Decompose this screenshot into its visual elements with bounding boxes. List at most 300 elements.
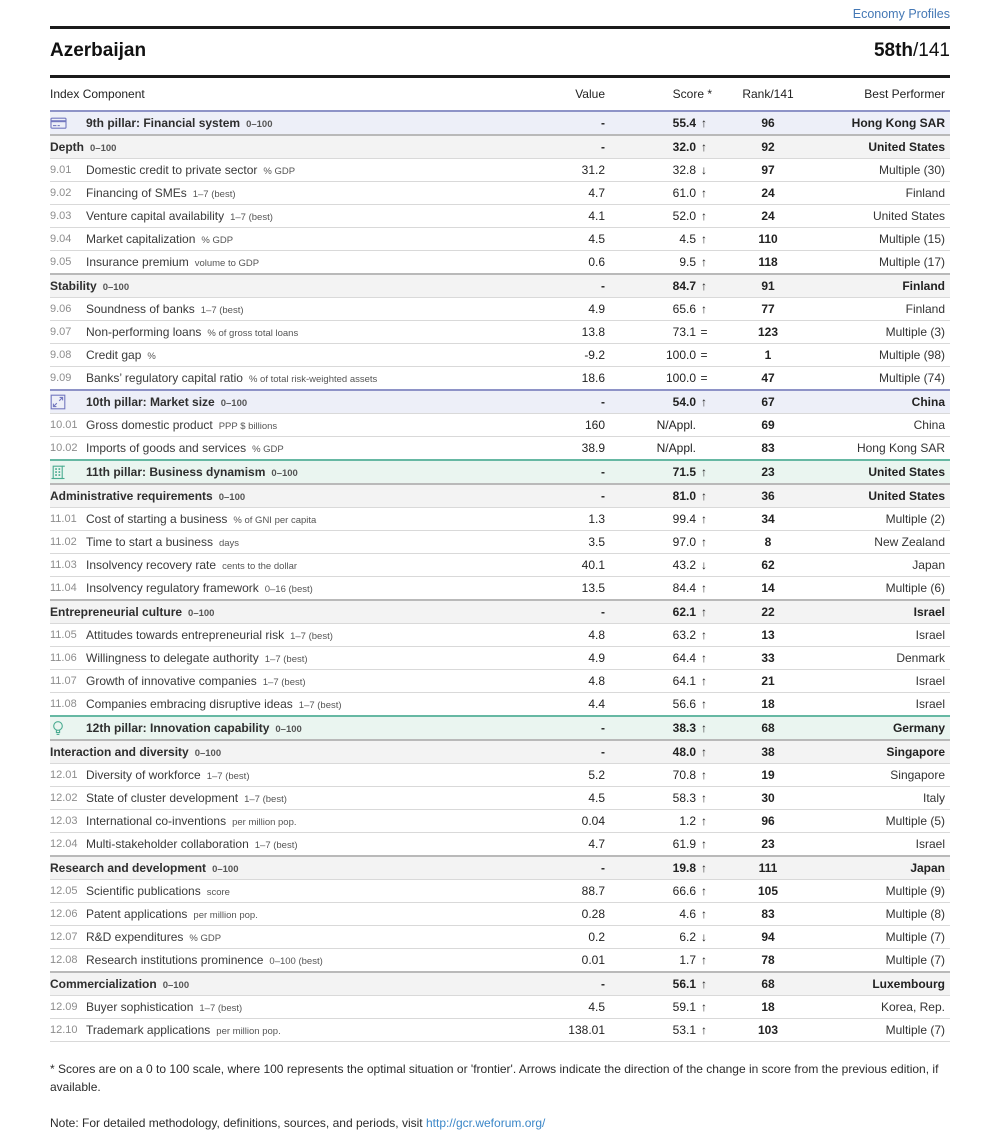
score-value: 63.2 (672, 628, 696, 642)
score-cell (605, 814, 712, 828)
component-label: Commercialization (50, 977, 157, 991)
row-prefix (50, 908, 86, 920)
best-performer-cell: Singapore (890, 768, 945, 782)
value-cell: - (601, 721, 605, 735)
rank-cell: 19 (761, 768, 775, 782)
component-unit: % GDP (252, 444, 284, 455)
component-label: R&D expenditures (86, 930, 184, 944)
value-cell: 1.3 (588, 512, 605, 526)
indicator-number: 10.01 (50, 419, 78, 431)
component-unit: 1–7 (best) (200, 305, 244, 316)
column-header-score: Score * (672, 87, 712, 101)
rank-cell: 30 (761, 791, 775, 805)
component-cell (86, 395, 515, 409)
best-performer-cell: United States (872, 209, 945, 223)
component-unit: 0–100 (275, 724, 302, 735)
best-performer-cell: United States (868, 465, 945, 479)
best-performer-cell: Multiple (74) (878, 371, 945, 385)
component-unit: % GDP (263, 166, 296, 177)
rank-cell: 96 (761, 116, 775, 130)
score-cell (605, 697, 712, 711)
best-performer-cell: Multiple (3) (885, 325, 945, 339)
component-label: Financing of SMEs (86, 186, 187, 200)
trend-icon: ↑ (701, 1000, 707, 1014)
table-row (50, 1018, 950, 1041)
component-cell (86, 418, 515, 432)
indicator-number: 12.08 (50, 954, 78, 966)
component-label: Scientific publications (86, 884, 201, 898)
component-unit: 1–7 (best) (264, 654, 308, 665)
table-row (50, 273, 950, 297)
score-cell (605, 140, 712, 154)
trend-icon: ↑ (701, 489, 707, 503)
component-cell (86, 558, 515, 572)
component-unit: 0–100 (best) (269, 956, 323, 967)
component-label: Insurance premium (86, 255, 189, 269)
table-row (50, 809, 950, 832)
indicator-number: 9.03 (50, 210, 72, 222)
indicator-number: 12.03 (50, 815, 78, 827)
rank-cell: 105 (757, 884, 779, 898)
trend-icon: ↑ (701, 814, 707, 828)
best-performer-cell: China (911, 395, 945, 409)
rank-cell: 91 (761, 279, 775, 293)
component-label: 9th pillar: Financial system (86, 116, 241, 130)
table-row (50, 459, 950, 483)
table-row (50, 530, 950, 553)
component-label: Non-performing loans (86, 325, 202, 339)
component-cell (86, 465, 515, 479)
best-performer-cell: Multiple (7) (885, 930, 945, 944)
component-cell (86, 814, 515, 828)
score-value: 9.5 (679, 255, 696, 269)
trend-icon: ↑ (701, 697, 707, 711)
value-cell: - (601, 977, 605, 991)
score-value: 32.0 (672, 140, 696, 154)
score-cell (605, 791, 712, 805)
component-unit: per million pop. (232, 817, 297, 828)
component-cell (86, 163, 515, 177)
table-row (50, 343, 950, 366)
value-cell: - (601, 605, 605, 619)
best-performer-cell: Israel (913, 605, 945, 619)
component-cell (86, 791, 515, 805)
rank-cell: 23 (761, 837, 775, 851)
component-unit: 1–7 (best) (290, 631, 333, 642)
row-prefix (50, 675, 86, 687)
table-header-row (50, 78, 950, 110)
trend-icon: ↑ (701, 837, 707, 851)
best-performer-cell: Italy (922, 791, 945, 805)
component-label: Banks’ regulatory capital ratio (86, 371, 243, 385)
trend-icon: ↑ (701, 721, 707, 735)
component-unit: 1–7 (best) (192, 189, 236, 200)
score-value: 56.1 (672, 977, 696, 991)
table-row (50, 879, 950, 902)
score-cell (605, 674, 712, 688)
score-value: 56.6 (672, 697, 696, 711)
table-row (50, 763, 950, 786)
rank-total: /141 (913, 40, 950, 61)
component-cell (86, 1000, 515, 1014)
component-cell (50, 977, 515, 991)
component-unit: 0–100 (212, 864, 239, 875)
row-prefix (50, 326, 86, 338)
table-row (50, 320, 950, 343)
component-cell (86, 628, 515, 642)
best-performer-cell: Multiple (8) (885, 907, 945, 921)
score-value: 1.2 (679, 814, 696, 828)
row-prefix (50, 652, 86, 664)
score-value: 61.0 (672, 186, 696, 200)
table-row (50, 669, 950, 692)
table-row (50, 553, 950, 576)
score-value: 19.8 (672, 861, 696, 875)
component-unit: % GDP (201, 235, 234, 246)
score-cell (605, 745, 712, 759)
table-row (50, 483, 950, 507)
row-prefix (50, 792, 86, 804)
best-performer-cell: Germany (892, 721, 945, 735)
indicator-number: 9.05 (50, 256, 72, 268)
score-value: 62.1 (672, 605, 696, 619)
rank-cell: 22 (761, 605, 775, 619)
best-performer-cell: Korea, Rep. (880, 1000, 945, 1014)
component-cell (86, 651, 515, 665)
column-header-value: Value (575, 87, 605, 101)
indicator-number: 9.08 (50, 349, 72, 361)
component-label: Research institutions prominence (86, 953, 264, 967)
score-value: 38.3 (672, 721, 696, 735)
indicator-number: 11.02 (50, 536, 77, 548)
component-cell (86, 255, 515, 269)
indicator-number: 12.10 (50, 1024, 78, 1036)
component-cell (86, 232, 515, 246)
weforum-link[interactable]: http://gcr.weforum.org/ (425, 1116, 546, 1130)
score-cell (605, 581, 712, 595)
component-unit: 0–100 (102, 282, 130, 293)
best-performer-cell: Singapore (886, 745, 945, 759)
component-cell (50, 745, 515, 759)
value-cell: 4.5 (588, 232, 605, 246)
component-label: State of cluster development (86, 791, 239, 805)
building-icon (50, 464, 66, 480)
component-unit: 1–7 (best) (254, 840, 298, 851)
indicator-number: 11.05 (50, 629, 77, 641)
component-unit: 0–100 (90, 143, 117, 154)
component-unit: per million pop. (216, 1026, 281, 1037)
row-prefix (50, 513, 86, 525)
rank-cell: 18 (761, 1000, 775, 1014)
rank-cell: 14 (761, 581, 775, 595)
indicator-number: 9.06 (50, 303, 72, 315)
economy-profiles-link[interactable]: Economy Profiles (852, 7, 950, 21)
component-unit: 1–7 (best) (230, 212, 273, 223)
table-row (50, 366, 950, 389)
component-label: Research and development (50, 861, 207, 875)
score-cell (605, 930, 712, 944)
best-performer-cell: Multiple (6) (885, 581, 945, 595)
rank-cell: 21 (761, 674, 775, 688)
value-cell: 4.4 (588, 697, 605, 711)
best-performer-cell: Finland (902, 279, 945, 293)
value-cell: 40.1 (581, 558, 605, 572)
rank-cell: 33 (761, 651, 775, 665)
table-row (50, 623, 950, 646)
table-row (50, 971, 950, 995)
component-unit: PPP $ billions (218, 421, 278, 432)
score-cell (605, 861, 712, 875)
column-header-rank: Rank/141 (742, 87, 794, 101)
score-value: 81.0 (672, 489, 696, 503)
component-cell (86, 441, 515, 455)
indicator-number: 11.04 (50, 582, 77, 594)
component-unit: 1–7 (best) (262, 677, 306, 688)
value-cell: 31.2 (581, 163, 605, 177)
rank-value: 58th (873, 40, 914, 61)
component-unit: score (206, 887, 230, 898)
row-prefix (50, 838, 86, 850)
value-cell: - (601, 140, 605, 154)
table-row (50, 413, 950, 436)
component-cell (86, 371, 515, 385)
component-label: Companies embracing disruptive ideas (86, 697, 293, 711)
table-row (50, 110, 950, 134)
table-row (50, 250, 950, 273)
component-label: Cost of starting a business (86, 512, 228, 526)
component-label: 12th pillar: Innovation capability (86, 721, 270, 735)
best-performer-cell: Multiple (98) (878, 348, 945, 362)
row-prefix (50, 419, 86, 431)
trend-icon: ↑ (701, 140, 707, 154)
column-header-best: Best Performer (864, 87, 945, 101)
row-prefix (50, 349, 86, 361)
row-prefix (50, 233, 86, 245)
rank-cell: 24 (761, 209, 775, 223)
indicator-number: 11.08 (50, 698, 77, 710)
row-prefix (50, 442, 86, 454)
score-value: 53.1 (672, 1023, 696, 1037)
component-label: Insolvency recovery rate (86, 558, 217, 572)
row-prefix (50, 256, 86, 268)
value-cell: 18.6 (581, 371, 605, 385)
component-unit: % of gross total loans (207, 328, 299, 339)
rank-cell: 1 (764, 348, 772, 362)
row-prefix (50, 931, 86, 943)
value-cell: 0.01 (581, 953, 605, 967)
table-row (50, 227, 950, 250)
score-cell (605, 441, 712, 455)
component-cell (86, 837, 515, 851)
best-performer-cell: Multiple (7) (885, 953, 945, 967)
component-label: Growth of innovative companies (86, 674, 257, 688)
value-cell: 4.7 (588, 186, 605, 200)
component-cell (50, 140, 515, 154)
component-cell (86, 674, 515, 688)
score-cell (605, 255, 712, 269)
rank-cell: 69 (761, 418, 775, 432)
best-performer-cell: Finland (905, 302, 945, 316)
rank-cell: 34 (761, 512, 775, 526)
score-value: 65.6 (672, 302, 696, 316)
component-unit: 0–100 (271, 468, 298, 479)
value-cell: 160 (584, 418, 605, 432)
trend-icon: ↑ (701, 745, 707, 759)
indicator-number: 12.02 (50, 792, 78, 804)
component-label: Buyer sophistication (86, 1000, 194, 1014)
value-cell: 4.8 (588, 628, 605, 642)
score-value: 4.5 (679, 232, 696, 246)
row-prefix (50, 115, 86, 131)
table-row (50, 576, 950, 599)
value-cell: 38.9 (581, 441, 605, 455)
component-cell (86, 930, 515, 944)
component-unit: days (218, 538, 240, 549)
country-rank (874, 40, 950, 62)
indicator-number: 9.09 (50, 372, 72, 384)
component-cell (86, 348, 515, 362)
best-performer-cell: Multiple (2) (885, 512, 945, 526)
rank-cell: 23 (761, 465, 775, 479)
component-label: Time to start a business (86, 535, 213, 549)
trend-icon: ↑ (701, 465, 707, 479)
rank-cell: 111 (758, 861, 778, 875)
score-value: 48.0 (672, 745, 696, 759)
value-cell: - (601, 861, 605, 875)
row-prefix (50, 1001, 86, 1013)
best-performer-cell: United States (868, 489, 945, 503)
score-value: 84.7 (672, 279, 696, 293)
component-unit: 1–7 (best) (244, 794, 287, 805)
component-label: Willingness to delegate authority (86, 651, 259, 665)
row-prefix (50, 582, 86, 594)
component-label: 10th pillar: Market size (86, 395, 215, 409)
component-cell (86, 721, 515, 735)
score-cell (605, 163, 712, 177)
row-prefix (50, 815, 86, 827)
score-cell (605, 512, 712, 526)
rank-cell: 118 (758, 255, 778, 269)
row-prefix (50, 394, 86, 410)
best-performer-cell: Japan (912, 558, 945, 572)
best-performer-cell: China (913, 418, 945, 432)
component-unit: 0–100 (162, 980, 190, 991)
score-value: 99.4 (672, 512, 696, 526)
table-row (50, 181, 950, 204)
row-prefix (50, 536, 86, 548)
component-cell (86, 186, 515, 200)
table-row (50, 739, 950, 763)
value-cell: 4.5 (588, 1000, 605, 1014)
score-value: 66.6 (672, 884, 696, 898)
score-value: 100.0 (665, 348, 696, 362)
trend-icon: ↓ (701, 558, 707, 572)
value-cell: -9.2 (584, 348, 605, 362)
rank-cell: 8 (764, 535, 772, 549)
component-cell (86, 884, 515, 898)
trend-icon: ↑ (701, 953, 707, 967)
row-prefix (50, 954, 86, 966)
component-cell (86, 116, 515, 130)
component-unit: % of GNI per capita (233, 515, 317, 526)
credit-card-icon (50, 115, 67, 131)
indicator-number: 10.02 (50, 442, 78, 454)
row-prefix (50, 164, 86, 176)
value-cell: - (601, 116, 605, 130)
table-row (50, 204, 950, 227)
component-unit: 1–7 (best) (206, 771, 250, 782)
rank-cell: 68 (761, 977, 775, 991)
table-row (50, 948, 950, 971)
value-cell: 88.7 (581, 884, 605, 898)
table-row (50, 599, 950, 623)
trend-icon: ↓ (701, 930, 707, 944)
trend-icon: = (700, 325, 708, 339)
component-unit: 0–100 (218, 492, 246, 503)
trend-icon: = (700, 348, 708, 362)
component-unit: % (147, 351, 156, 362)
trend-icon: ↑ (701, 791, 707, 805)
best-performer-cell: Luxembourg (872, 977, 945, 991)
value-cell: - (601, 489, 605, 503)
rank-cell: 67 (761, 395, 775, 409)
score-cell (605, 837, 712, 851)
score-cell (605, 418, 712, 432)
table-row (50, 995, 950, 1018)
rank-cell: 123 (757, 325, 779, 339)
score-value: 61.9 (672, 837, 696, 851)
indicator-number: 9.01 (50, 164, 72, 176)
score-cell (605, 371, 712, 385)
score-value: 64.1 (672, 674, 696, 688)
score-cell (605, 489, 712, 503)
table-row (50, 646, 950, 669)
expand-icon (50, 394, 66, 410)
component-cell (50, 861, 515, 875)
note-text: Note: For detailed methodology, definitions, sources, and periods, visit (50, 1116, 426, 1130)
score-cell (605, 232, 712, 246)
rank-cell: 62 (761, 558, 775, 572)
component-cell (86, 697, 515, 711)
table-row (50, 715, 950, 739)
rank-cell: 47 (761, 371, 775, 385)
value-cell: 13.8 (581, 325, 605, 339)
row-prefix (50, 885, 86, 897)
rank-cell: 83 (761, 441, 775, 455)
best-performer-cell: Multiple (7) (885, 1023, 945, 1037)
component-label: Depth (50, 140, 84, 154)
score-cell (605, 325, 712, 339)
score-cell (605, 605, 712, 619)
score-cell (605, 907, 712, 921)
row-prefix (50, 187, 86, 199)
component-label: Domestic credit to private sector (86, 163, 258, 177)
indicator-number: 12.09 (50, 1001, 78, 1013)
score-cell (605, 977, 712, 991)
trend-icon: ↑ (701, 512, 707, 526)
score-value: 43.2 (672, 558, 696, 572)
indicator-number: 12.07 (50, 931, 78, 943)
table-row (50, 134, 950, 158)
best-performer-cell: Multiple (30) (878, 163, 945, 177)
component-cell (50, 605, 515, 619)
component-label: Imports of goods and services (86, 441, 247, 455)
score-cell (605, 535, 712, 549)
table-row (50, 902, 950, 925)
component-unit: 0–100 (246, 119, 273, 130)
trend-icon: ↑ (701, 605, 707, 619)
component-unit: 0–16 (best) (264, 584, 313, 595)
